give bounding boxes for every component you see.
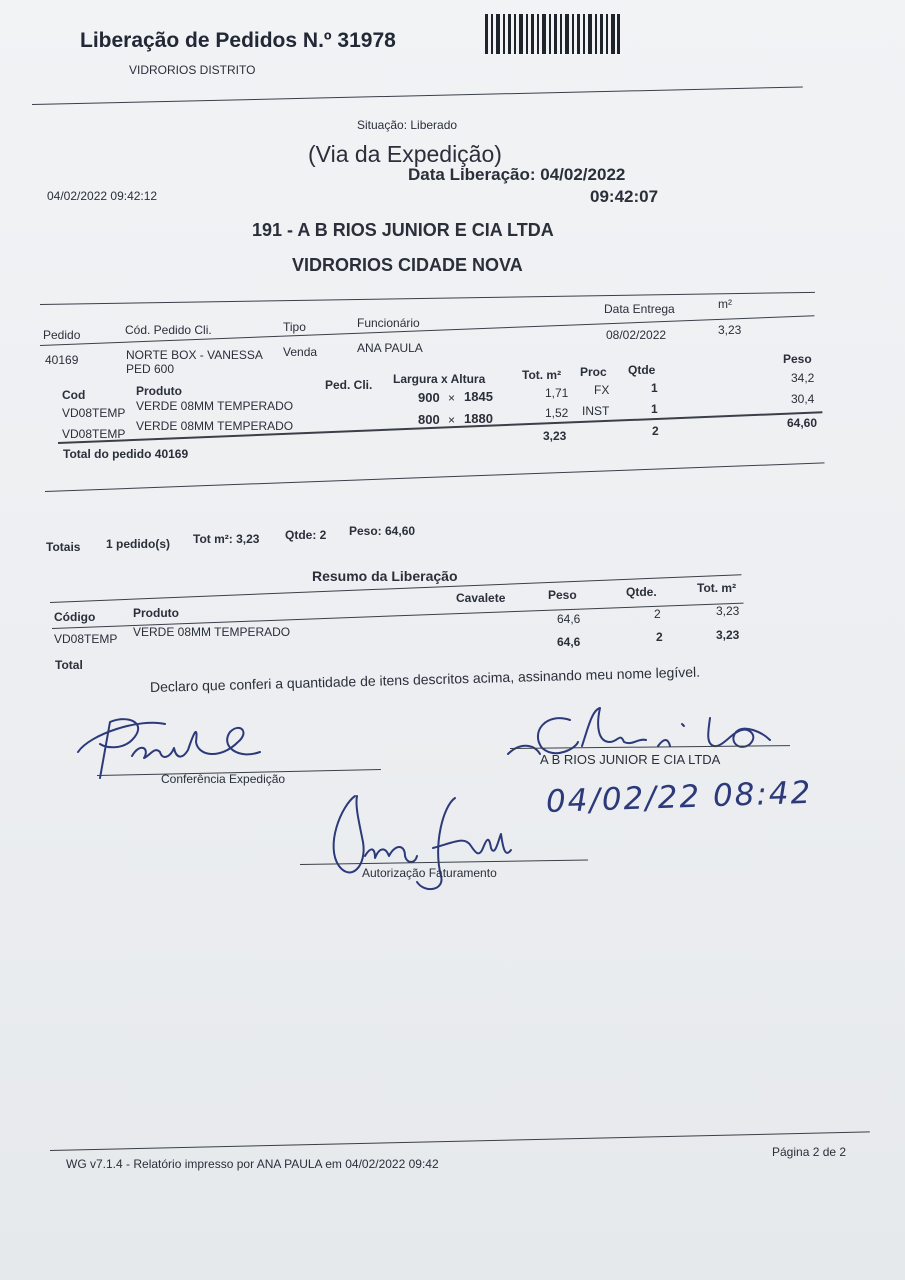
item-peso: 30,4 xyxy=(791,392,815,406)
item-x: × xyxy=(448,391,456,405)
resumo-codigo: VD08TEMP xyxy=(54,632,118,646)
items-total-qtde: 2 xyxy=(652,424,659,438)
col-m2: m² xyxy=(718,297,732,311)
resumo-produto: VERDE 08MM TEMPERADO xyxy=(133,625,291,639)
items-col-peso: Peso xyxy=(783,352,812,366)
item-largura: 800 xyxy=(418,412,440,427)
order-m2: 3,23 xyxy=(718,323,742,337)
cliente-label: A B RIOS JUNIOR E CIA LTDA xyxy=(540,752,721,767)
items-col-produto: Produto xyxy=(136,384,182,398)
print-datetime: 04/02/2022 09:42:12 xyxy=(47,189,158,203)
item-tot-m2: 1,71 xyxy=(545,386,569,400)
resumo-total-label: Total xyxy=(55,658,83,672)
order-top-line xyxy=(40,292,815,305)
resumo-col-codigo: Código xyxy=(54,610,96,624)
handwritten-date: 04/02/22 08:42 xyxy=(545,774,813,820)
totais-pedidos: 1 pedido(s) xyxy=(106,537,171,551)
barcode xyxy=(485,12,621,56)
col-cod-pedido-cli: Cód. Pedido Cli. xyxy=(125,323,212,337)
footer-line xyxy=(50,1131,870,1151)
order-total-label: Total do pedido 40169 xyxy=(63,447,189,461)
item-tot-m2: 1,52 xyxy=(545,406,569,420)
resumo-col-cavalete: Cavalete xyxy=(456,591,506,605)
col-data-entrega: Data Entrega xyxy=(604,302,675,316)
resumo-title: Resumo da Liberação xyxy=(312,568,458,584)
item-altura: 1845 xyxy=(464,389,493,404)
resumo-total-qtde: 2 xyxy=(656,630,663,644)
declaration-text: Declaro que conferi a quantidade de itens descritos acima, assinando meu nome legível. xyxy=(149,663,701,695)
item-produto: VERDE 08MM TEMPERADO xyxy=(136,419,294,433)
resumo-total-peso: 64,6 xyxy=(557,635,581,649)
items-col-proc: Proc xyxy=(580,365,607,379)
resumo-total-tot-m2: 3,23 xyxy=(716,628,740,642)
resumo-col-peso: Peso xyxy=(548,588,577,602)
order-cod-pedido-cli-2: PED 600 xyxy=(126,362,175,376)
order-tipo: Venda xyxy=(283,345,318,359)
order-data-entrega: 08/02/2022 xyxy=(606,328,667,342)
items-col-qtde: Qtde xyxy=(628,363,656,377)
order-cod-pedido-cli: NORTE BOX - VANESSA xyxy=(126,348,263,362)
client-name: 191 - A B RIOS JUNIOR E CIA LTDA xyxy=(252,220,554,240)
resumo-tot-m2: 3,23 xyxy=(716,604,740,618)
resumo-peso: 64,6 xyxy=(557,612,581,626)
items-total-peso: 64,60 xyxy=(787,416,818,430)
data-liberacao-time: 09:42:07 xyxy=(590,187,659,206)
item-cod: VD08TEMP xyxy=(62,427,126,441)
item-qtde: 1 xyxy=(651,402,658,416)
totais-peso: Peso: 64,60 xyxy=(349,524,416,538)
conferencia-label: Conferência Expedição xyxy=(161,772,286,786)
via-label: (Via da Expedição) xyxy=(308,141,502,167)
resumo-qtde: 2 xyxy=(654,607,661,621)
order-pedido: 40169 xyxy=(45,353,79,367)
footer-printed-by: WG v7.1.4 - Relatório impresso por ANA PAULA em 04/02/2022 09:42 xyxy=(66,1157,439,1171)
footer-page: Página 2 de 2 xyxy=(772,1145,847,1159)
client-store: VIDRORIOS CIDADE NOVA xyxy=(292,255,523,275)
resumo-col-qtde: Qtde. xyxy=(626,585,657,599)
items-col-cod: Cod xyxy=(62,388,86,402)
item-produto: VERDE 08MM TEMPERADO xyxy=(136,399,294,413)
col-funcionario: Funcionário xyxy=(357,316,420,330)
col-pedido: Pedido xyxy=(43,328,81,342)
resumo-col-tot-m2: Tot. m² xyxy=(697,581,737,595)
item-largura: 900 xyxy=(418,390,440,405)
totais-label: Totais xyxy=(46,540,81,554)
autorizacao-label: Autorização Faturamento xyxy=(362,866,497,880)
col-tipo: Tipo xyxy=(283,320,306,334)
company-name: VIDRORIOS DISTRITO xyxy=(129,63,256,77)
data-liberacao: Data Liberação: 04/02/2022 xyxy=(408,165,626,184)
item-qtde: 1 xyxy=(651,381,658,395)
situacao-label: Situação: Liberado xyxy=(357,118,458,132)
item-altura: 1880 xyxy=(464,411,493,426)
item-peso: 34,2 xyxy=(791,371,815,385)
totais-qtde: Qtde: 2 xyxy=(285,528,327,542)
totais-tot-m2: Tot m²: 3,23 xyxy=(193,532,260,546)
item-cod: VD08TEMP xyxy=(62,406,126,420)
items-col-largura-altura: Largura x Altura xyxy=(393,372,486,386)
resumo-col-produto: Produto xyxy=(133,606,179,620)
item-proc: FX xyxy=(594,383,610,397)
item-proc: INST xyxy=(582,404,610,418)
order-bottom-line xyxy=(45,462,825,492)
item-x: × xyxy=(448,413,456,427)
header-divider xyxy=(32,87,803,105)
document-title: Liberação de Pedidos N.º 31978 xyxy=(80,29,396,52)
items-col-ped-cli: Ped. Cli. xyxy=(325,378,373,392)
items-total-m2: 3,23 xyxy=(543,429,567,443)
order-funcionario: ANA PAULA xyxy=(357,341,423,355)
items-col-tot-m2: Tot. m² xyxy=(522,368,562,382)
